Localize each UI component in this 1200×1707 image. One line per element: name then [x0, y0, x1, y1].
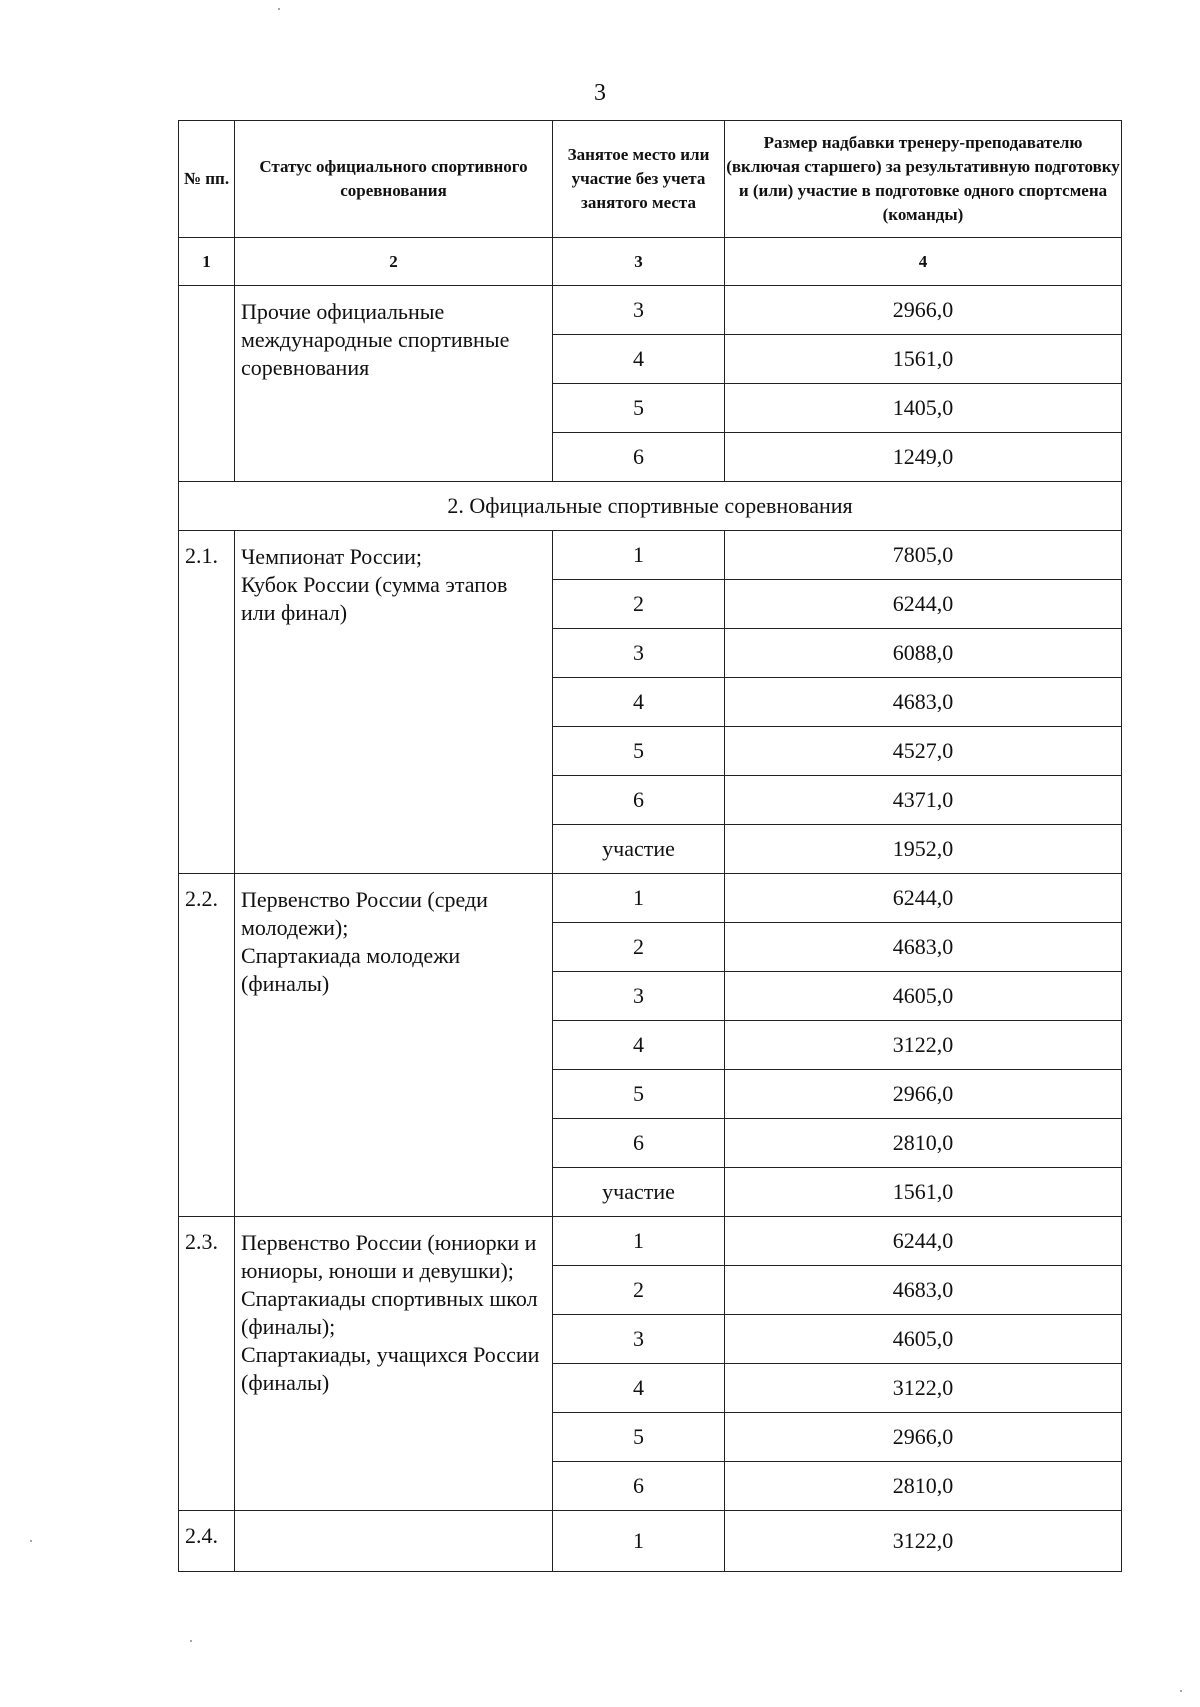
amount-cell: 4371,0 [725, 776, 1122, 825]
place-cell: 1 [553, 1511, 725, 1572]
table-row [179, 1217, 1122, 1266]
column-number-row [179, 238, 1122, 286]
page-number: 3 [594, 80, 606, 106]
amount-cell: 2966,0 [725, 1070, 1122, 1119]
amount-cell: 3122,0 [725, 1364, 1122, 1413]
scan-speck [190, 1640, 192, 1642]
amount-cell: 6244,0 [725, 874, 1122, 923]
row-number: 2.3. [179, 1217, 235, 1511]
place-cell: 5 [553, 1413, 725, 1462]
table-row [179, 286, 1122, 335]
place-cell: 3 [553, 1315, 725, 1364]
header-row [179, 121, 1122, 238]
amount-cell: 1561,0 [725, 335, 1122, 384]
competition-status: Прочие официальные международные спортивные соревнования [235, 286, 553, 482]
column-number: 3 [553, 238, 725, 286]
column-number: 4 [725, 238, 1122, 286]
header-status: Статус официального спортивного соревнования [235, 121, 553, 238]
place-cell: 6 [553, 1119, 725, 1168]
place-cell: 3 [553, 629, 725, 678]
amount-cell: 1561,0 [725, 1168, 1122, 1217]
table-row [179, 1511, 1122, 1572]
row-number [179, 286, 235, 482]
column-number: 1 [179, 238, 235, 286]
place-cell: 2 [553, 1266, 725, 1315]
place-cell: 3 [553, 286, 725, 335]
place-cell: 5 [553, 384, 725, 433]
row-number: 2.4. [179, 1511, 235, 1572]
place-cell: 2 [553, 923, 725, 972]
place-cell: 4 [553, 1364, 725, 1413]
place-cell: 3 [553, 972, 725, 1021]
scan-speck [1180, 1690, 1182, 1692]
amount-cell: 1405,0 [725, 384, 1122, 433]
scan-speck [278, 8, 280, 10]
place-cell: 4 [553, 335, 725, 384]
table-body [179, 286, 1122, 1572]
place-cell: 6 [553, 776, 725, 825]
row-number: 2.1. [179, 531, 235, 874]
awards-table [178, 120, 1122, 1572]
place-cell: 5 [553, 1070, 725, 1119]
table-row [179, 874, 1122, 923]
amount-cell: 2966,0 [725, 1413, 1122, 1462]
amount-cell: 1952,0 [725, 825, 1122, 874]
amount-cell: 7805,0 [725, 531, 1122, 580]
amount-cell: 6088,0 [725, 629, 1122, 678]
place-cell: 1 [553, 1217, 725, 1266]
place-cell: 4 [553, 678, 725, 727]
amount-cell: 4683,0 [725, 1266, 1122, 1315]
amount-cell: 3122,0 [725, 1021, 1122, 1070]
place-cell: 1 [553, 531, 725, 580]
header-place: Занятое место или участие без учета занятого места [553, 121, 725, 238]
place-cell: 4 [553, 1021, 725, 1070]
competition-status [235, 1511, 553, 1572]
place-cell: 1 [553, 874, 725, 923]
amount-cell: 1249,0 [725, 433, 1122, 482]
column-number: 2 [235, 238, 553, 286]
amount-cell: 4527,0 [725, 727, 1122, 776]
competition-status: Первенство России (юниорки и юниоры, юноши и девушки); Спартакиады спортивных школ (финалы); Спартакиады, учащихся России (финалы) [235, 1217, 553, 1511]
amount-cell: 4605,0 [725, 972, 1122, 1021]
place-cell: 5 [553, 727, 725, 776]
amount-cell: 4683,0 [725, 923, 1122, 972]
place-cell: 6 [553, 433, 725, 482]
competition-status: Чемпионат России; Кубок России (сумма этапов или финал) [235, 531, 553, 874]
amount-cell: 6244,0 [725, 580, 1122, 629]
table-row [179, 531, 1122, 580]
place-cell: 6 [553, 1462, 725, 1511]
place-cell: участие [553, 1168, 725, 1217]
competition-status: Первенство России (среди молодежи); Спартакиада молодежи (финалы) [235, 874, 553, 1217]
section-title: 2. Официальные спортивные соревнования [179, 482, 1122, 531]
amount-cell: 2810,0 [725, 1119, 1122, 1168]
amount-cell: 2810,0 [725, 1462, 1122, 1511]
amount-cell: 6244,0 [725, 1217, 1122, 1266]
scan-speck [30, 1540, 32, 1542]
amount-cell: 2966,0 [725, 286, 1122, 335]
header-amount: Размер надбавки тренеру-преподавателю (включая старшего) за результативную подготовку и (или) участие в подготовке одного спортсмена (команды) [725, 121, 1122, 238]
place-cell: участие [553, 825, 725, 874]
section-header-row [179, 482, 1122, 531]
place-cell: 2 [553, 580, 725, 629]
amount-cell: 4605,0 [725, 1315, 1122, 1364]
amount-cell: 4683,0 [725, 678, 1122, 727]
header-num: № пп. [179, 121, 235, 238]
amount-cell: 3122,0 [725, 1511, 1122, 1572]
row-number: 2.2. [179, 874, 235, 1217]
